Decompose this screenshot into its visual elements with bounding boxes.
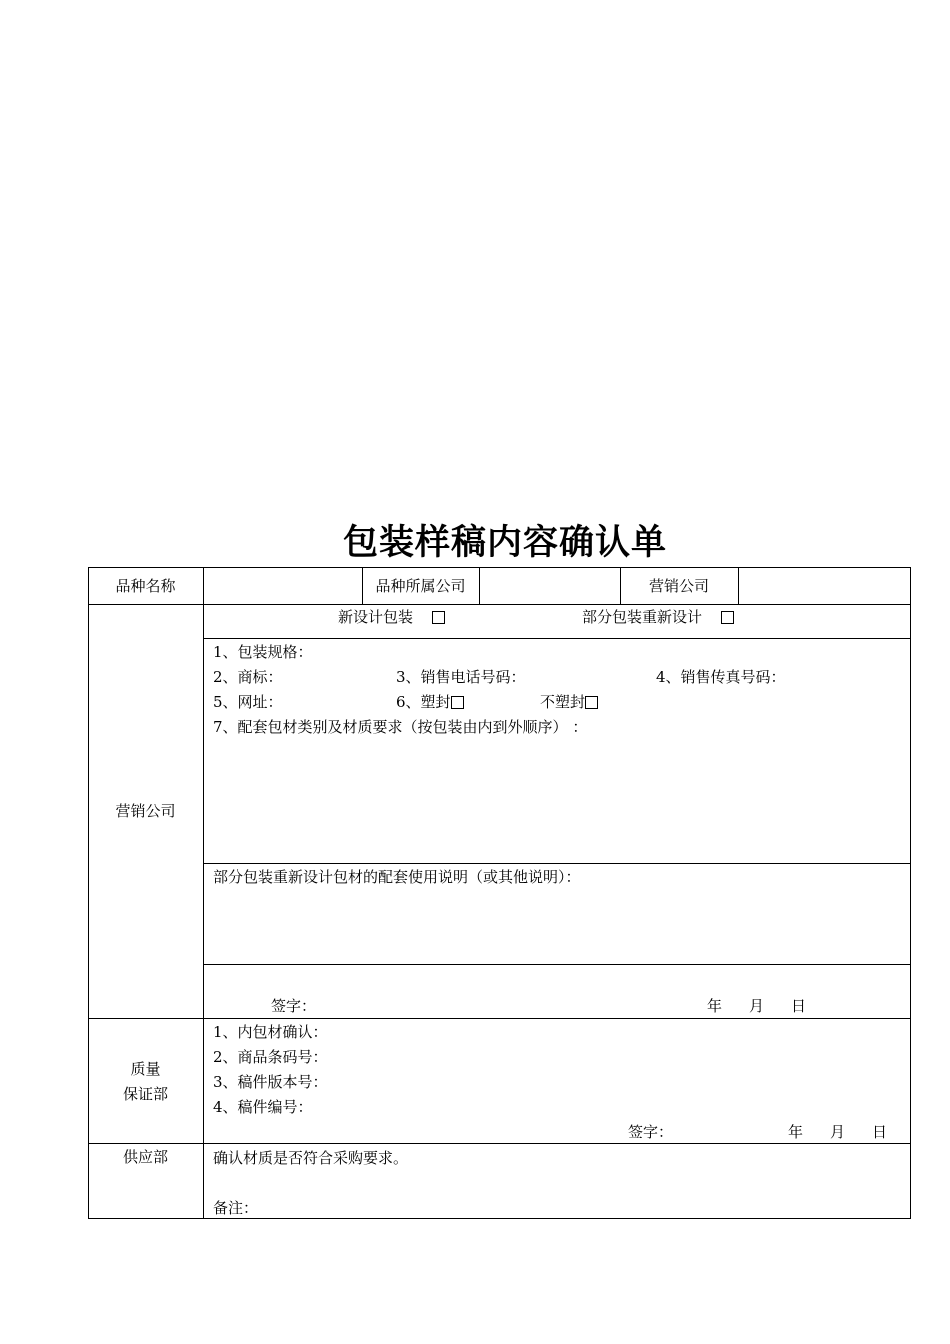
item-materials: 7、配套包材类别及材质要求（按包装由内到外顺序） ：	[213, 718, 588, 736]
marketing-sign-day: 日	[791, 997, 807, 1015]
partial-redesign-option	[582, 608, 734, 626]
marketing-section-label: 营销公司	[115, 802, 176, 820]
item-sales-phone: 3、销售电话号码：	[396, 668, 526, 686]
table-border-left	[88, 567, 89, 1219]
quality-label-line1: 质量	[130, 1060, 161, 1078]
table-border-top	[88, 567, 911, 568]
quality-sign-month: 月	[830, 1123, 846, 1141]
marketing-company-label: 营销公司	[648, 577, 709, 595]
row-divider	[88, 1143, 911, 1144]
plastic-seal-option	[396, 693, 464, 711]
item-inner-material: 1、内包材确认：	[213, 1023, 328, 1041]
quality-sign-label: 签字：	[628, 1123, 674, 1141]
marketing-sign-month: 月	[749, 997, 765, 1015]
variety-company-label: 品种所属公司	[375, 577, 466, 595]
item-website: 5、网址：	[213, 693, 283, 711]
table-border-bottom	[88, 1218, 911, 1219]
no-seal-checkbox[interactable]	[585, 696, 598, 709]
marketing-sign-label: 签字：	[271, 997, 317, 1015]
no-seal-option	[540, 693, 598, 711]
item-sales-fax: 4、销售传真号码：	[656, 668, 786, 686]
item-trademark: 2、商标：	[213, 668, 283, 686]
form-title: 包装样稿内容确认单	[342, 523, 667, 563]
item-barcode: 2、商品条码号：	[213, 1048, 328, 1066]
row-divider	[203, 863, 911, 864]
new-design-label: 新设计包装	[338, 608, 414, 626]
column-divider	[479, 567, 480, 604]
row-divider	[203, 964, 911, 965]
supply-confirm-text: 确认材质是否符合采购要求。	[213, 1149, 409, 1167]
partial-redesign-label: 部分包装重新设计	[582, 608, 703, 626]
plastic-seal-label: 6、塑封	[396, 693, 451, 711]
row-divider	[203, 638, 911, 639]
column-divider	[203, 567, 204, 1219]
new-design-checkbox[interactable]	[432, 611, 445, 624]
new-design-option	[338, 608, 445, 626]
row-divider	[88, 1018, 911, 1019]
marketing-sign-year: 年	[707, 997, 723, 1015]
item-draft-number: 4、稿件编号：	[213, 1098, 313, 1116]
column-divider	[738, 567, 739, 604]
plastic-seal-checkbox[interactable]	[451, 696, 464, 709]
partial-redesign-note: 部分包装重新设计包材的配套使用说明（或其他说明）：	[213, 868, 581, 886]
quality-label-line2: 保证部	[122, 1085, 168, 1103]
quality-sign-day: 日	[872, 1123, 888, 1141]
table-border-right	[910, 567, 911, 1219]
item-packaging-spec: 1、包装规格：	[213, 643, 313, 661]
variety-name-label: 品种名称	[115, 577, 176, 595]
quality-sign-year: 年	[788, 1123, 804, 1141]
partial-redesign-checkbox[interactable]	[721, 611, 734, 624]
item-draft-version: 3、稿件版本号：	[213, 1073, 328, 1091]
supply-section-label: 供应部	[122, 1148, 168, 1166]
supply-remark-label: 备注：	[213, 1199, 259, 1217]
no-seal-label: 不塑封	[540, 693, 586, 711]
row-divider	[88, 604, 911, 605]
